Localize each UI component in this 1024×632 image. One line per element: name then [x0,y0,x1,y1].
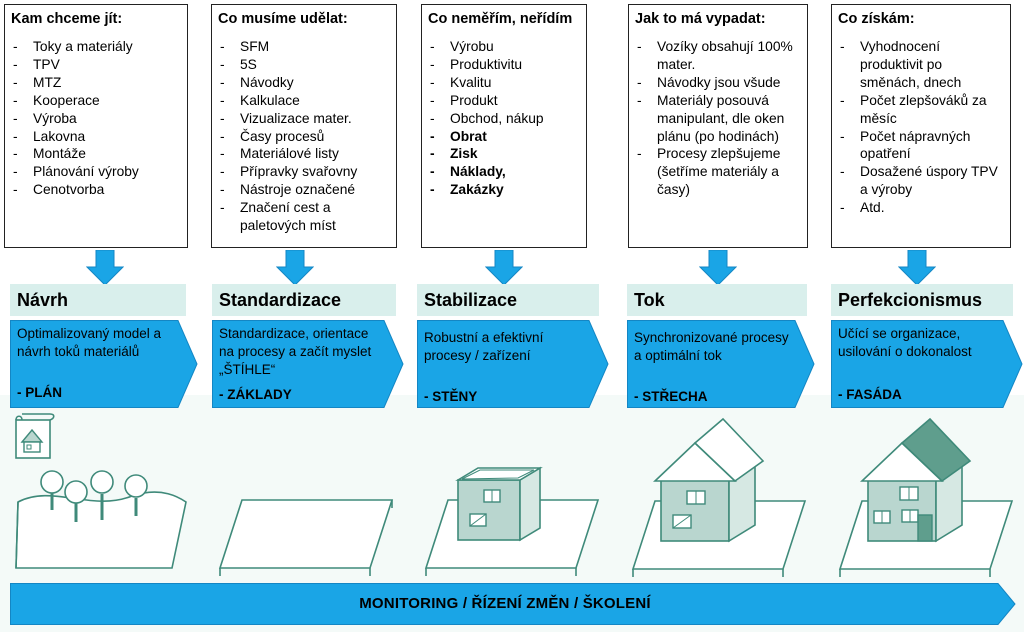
box-title: Kam chceme jít: [11,11,123,27]
list-item: - Dosažené úspory TPV a výroby [838,163,1004,199]
list-item: - SFM [218,38,390,56]
list-item: - Lakovna [11,128,181,146]
list-item: - Náklady, [428,163,580,181]
terrain-with-trees-illustration [12,462,192,578]
list-item: - Obchod, nákup [428,110,580,128]
chevron-label: - FASÁDA [838,387,902,402]
finished-house-illustration [832,415,1022,580]
box-jak-to-ma-vypadat [628,4,808,248]
box-title: Jak to má vypadat: [635,11,766,27]
list-item: - Zisk [428,145,580,163]
phase-header-standardizace: Standardizace [212,284,396,316]
list-item: - Materiály posouvá manipulant, dle oken plánu (po hodinách) [635,92,801,146]
list-item: - Vizualizace mater. [218,110,390,128]
list-item: - TPV [11,56,181,74]
list-item: - Návodky [218,74,390,92]
box-co-ziskam [831,4,1011,248]
box-title: Co musíme udělat: [218,11,348,27]
list-item: - Vyhodnocení produktivit po směnách, dnech [838,38,1004,92]
chevron-label: - ZÁKLADY [219,387,292,402]
box-title: Co získám: [838,11,915,27]
chevron-text: Synchronizované procesy a optimální tok [634,330,789,363]
box-list [11,38,181,199]
list-item: - Časy procesů [218,128,390,146]
chevron-label: - STĚNY [424,389,478,404]
down-arrow-icon [276,250,314,286]
plan-document-icon [12,412,58,462]
list-item: - Značení cest a paletových míst [218,199,390,235]
phase-header-stabilizace: Stabilizace [417,284,599,316]
list-item: - Atd. [838,199,1004,217]
list-item: - Plánování výroby [11,163,181,181]
list-item: - Výroba [11,110,181,128]
list-item: - Kalkulace [218,92,390,110]
list-item: - Kooperace [11,92,181,110]
box-co-musime-udelat [211,4,397,248]
list-item: - Počet zlepšováků za měsíc [838,92,1004,128]
list-item: - Vozíky obsahují 100% mater. [635,38,801,74]
list-item: - Produktivitu [428,56,580,74]
box-list [635,38,801,199]
chevron-text: Standardizace, orientace na procesy a začít myslet „ŠTÍHLE“ [219,326,372,377]
list-item: - Zakázky [428,181,580,199]
down-arrow-icon [86,250,124,286]
chevron-tok [627,320,815,408]
box-title: Co neměřím, neřídím [428,11,573,27]
chevron-stabilizace [417,320,609,408]
list-item: - Procesy zlepšujeme (šetříme materiály a časy) [635,145,801,199]
phase-header-perfekcionismus: Perfekcionismus [831,284,1013,316]
list-item: - Materiálové listy [218,145,390,163]
list-item: - Nástroje označené [218,181,390,199]
list-item: - Toky a materiály [11,38,181,56]
chevron-label: - STŘECHA [634,389,708,404]
box-list [218,38,390,235]
chevron-text: Robustní a efektivní procesy / zařízení [424,330,544,363]
foundation-slab-illustration [212,490,402,580]
box-co-nemerim-neridim [421,4,587,248]
box-list [838,38,1004,217]
list-item: - Obrat [428,128,580,146]
list-item: - Montáže [11,145,181,163]
chevron-perfekcionismus [831,320,1023,408]
list-item: - Návodky jsou všude [635,74,801,92]
phase-header-tok: Tok [627,284,807,316]
box-list [428,38,580,199]
down-arrow-icon [699,250,737,286]
phase-header-navrh: Návrh [10,284,186,316]
box-kam-chceme-jit [4,4,188,248]
chevron-navrh [10,320,198,408]
monitoring-label: MONITORING / ŘÍZENÍ ZMĚN / ŠKOLENÍ [359,595,651,612]
list-item: - MTZ [11,74,181,92]
down-arrow-icon [485,250,523,286]
chevron-label: - PLÁN [17,385,62,400]
monitoring-arrow-bar [10,583,1016,625]
down-arrow-icon [898,250,936,286]
list-item: - Počet nápravných opatření [838,128,1004,164]
list-item: - Produkt [428,92,580,110]
walls-on-slab-illustration [418,450,608,580]
chevron-text: Optimalizovaný model a návrh toků materiálů [17,326,162,359]
chevron-standardizace [212,320,404,408]
list-item: - 5S [218,56,390,74]
list-item: - Cenotvorba [11,181,181,199]
chevron-text: Učící se organizace, usilování o dokonalost [838,326,972,359]
house-with-roof-illustration [625,415,815,580]
list-item: - Výrobu [428,38,580,56]
list-item: - Přípravky svařovny [218,163,390,181]
list-item: - Kvalitu [428,74,580,92]
